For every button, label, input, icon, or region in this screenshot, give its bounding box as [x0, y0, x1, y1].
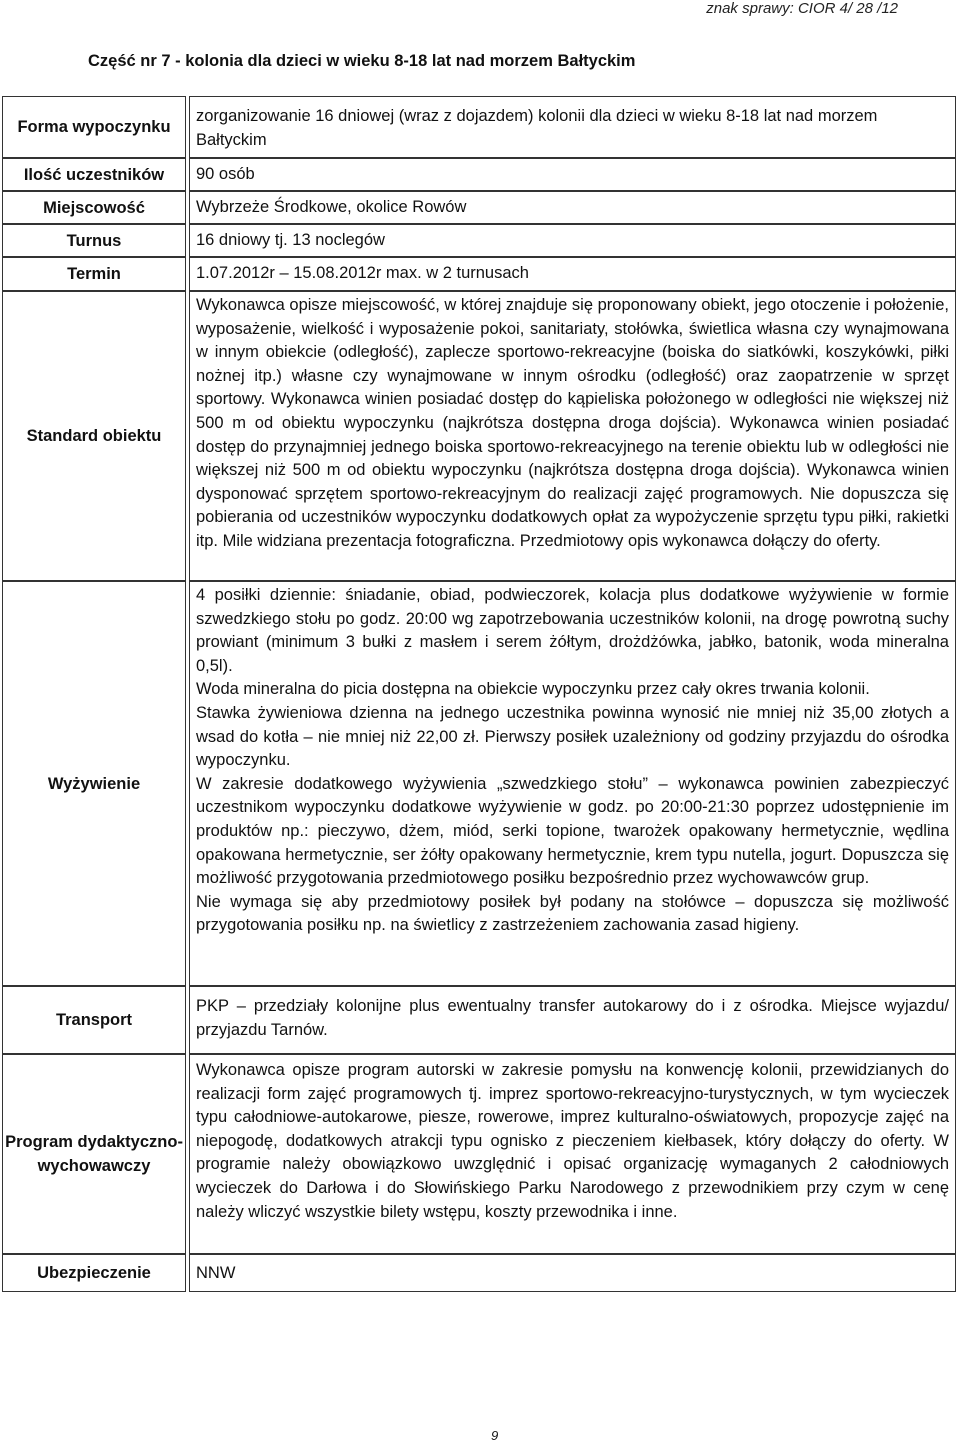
- wyzywienie-paragraph-2: Woda mineralna do picia dostępna na obiekcie wypoczynku przez cały okres trwania kolonii.: [196, 680, 870, 699]
- value-program: Wykonawca opisze program autorski w zakresie pomysłu na konwencję kolonii, przewidzianych do realizacji form zajęć programowych tj. imprez sportowo-rekreacyjno-turystycznych, w tym wycieczek typu całodniowe-autokarowe, piesze, rowerowe, imprez kulturalno-oświatowych, propozycje zajęć na niepogodę, dodatkowych atrakcji typu ognisko z pieczeniem kiełbasek, który dołączy do oferty. W programie należy obowiązkowo uwzględnić i opisać organizację wymaganych 2 całodniowych wycieczek do Darłowa i do Słowińskiego Parku Narodowego z przewodnikiem przy czym w cenę należy wliczyć wszystkie bilety wstępu, koszty przewodnika i inne.: [189, 1054, 956, 1254]
- label-ubezpieczenie: Ubezpieczenie: [2, 1254, 186, 1292]
- case-reference: znak sprawy: CIOR 4/ 28 /12: [706, 0, 898, 17]
- label-termin: Termin: [2, 257, 186, 291]
- value-transport: PKP – przedziały kolonijne plus ewentualny transfer autokarowy do i z ośrodka. Miejsce wyjazdu/ przyjazdu Tarnów.: [189, 986, 956, 1054]
- label-transport: Transport: [2, 986, 186, 1054]
- value-wyzywienie: [189, 581, 956, 986]
- label-forma-wypoczynku: Forma wypoczynku: [2, 96, 186, 158]
- value-termin: 1.07.2012r – 15.08.2012r max. w 2 turnusach: [189, 257, 956, 291]
- value-turnus: 16 dniowy tj. 13 noclegów: [189, 224, 956, 257]
- value-standard-obiektu: Wykonawca opisze miejscowość, w której znajduje się proponowany obiekt, jego otoczenie i położenie, wyposażenie, wielkość i wyposażenie pokoi, sanitariaty, stołówka, świetlica własna czy wynajmowana w innym obiekcie (odległość), zaplecze sportowo-rekreacyjne (boiska do siatkówki, koszykówki, piłki nożnej itp.) własne czy wynajmowane w innym ośrodku (odległość) oraz zaopatrzenie w sprzęt sportowy. Wykonawca winien posiadać dostęp do kąpieliska położonego w odległości nie większej niż 500 m od obiektu wypoczynku (najkrótsza dostępna droga dojścia). Wykonawca winien posiadać dostęp do przynajmniej jednego boiska sportowo-rekreacyjnego na terenie obiektu lub w odległości nie większej niż 500 m od obiektu wypoczynku (najkrótsza dostępna droga dojścia). Wykonawca winien dysponować sprzętem sportowo-rekreacyjnym do realizacji zajęć programowych. Nie dopuszcza się pobierania od uczestników wypoczynku dodatkowych opłat za wypożyczenie sprzętu typu piłki, rakietki itp. Mile widziana prezentacja fotograficzna. Przedmiotowy opis wykonawca dołączy do oferty.: [189, 291, 956, 581]
- label-program: Program dydaktyczno-wychowawczy: [2, 1054, 186, 1254]
- part-title: Część nr 7 - kolonia dla dzieci w wieku 8-18 lat nad morzem Bałtyckim: [88, 52, 636, 70]
- label-miejscowosc: Miejscowość: [2, 191, 186, 224]
- value-miejscowosc: Wybrzeże Środkowe, okolice Rowów: [189, 191, 956, 224]
- page-number: 9: [491, 1428, 499, 1443]
- value-ubezpieczenie: NNW: [189, 1254, 956, 1292]
- value-forma-wypoczynku: zorganizowanie 16 dniowej (wraz z dojazdem) kolonii dla dzieci w wieku 8-18 lat nad morzem Bałtyckim: [189, 96, 956, 158]
- label-turnus: Turnus: [2, 224, 186, 257]
- label-wyzywienie: Wyżywienie: [2, 581, 186, 986]
- wyzywienie-paragraph-5: Nie wymaga się aby przedmiotowy posiłek był podany na stołówce – dopuszcza się możliwość przygotowania posiłku np. na świetlicy z zastrzeżeniem zachowania zasad higieny.: [196, 892, 949, 935]
- wyzywienie-paragraph-3: Stawka żywieniowa dzienna na jednego uczestnika powinna wynosić nie mniej niż 35,00 złotych a wsad do kotła – nie mniej niż 22,00 zł. Pierwszy posiłek uzależniony od godziny przyjazdu do ośrodka wypoczynku.: [196, 703, 949, 770]
- label-standard-obiektu: Standard obiektu: [2, 291, 186, 581]
- value-ilosc-uczestnikow: 90 osób: [189, 158, 956, 191]
- wyzywienie-paragraph-1: 4 posiłki dziennie: śniadanie, obiad, podwieczorek, kolacja plus dodatkowe wyżywienie w formie szwedzkiego stołu po godz. 20:00 wg zapotrzebowania uczestników kolonii, na drogę powrotną suchy prowiant (minimum 3 bułki z masłem i serem żółtym, drożdżówka, jabłko, batonik, woda mineralna 0,5l).: [196, 586, 949, 675]
- label-ilosc-uczestnikow: Ilość uczestników: [2, 158, 186, 191]
- wyzywienie-paragraph-4: W zakresie dodatkowego wyżywienia „szwedzkiego stołu” – wykonawca powinien zabezpieczyć uczestnikom wypoczynku dodatkowe wyżywienie w godz. po 20:00-21:30 poprzez udostępnienie im produktów np.: pieczywo, dżem, miód, serki topione, twarożek opakowany hermetycznie, wędlina opakowana hermetycznie, ser żółty opakowany hermetycznie, krem typu nutella, jogurt. Dopuszcza się możliwość przygotowania przedmiotowego posiłku bezpośrednio przez wychowawców grup.: [196, 774, 949, 888]
